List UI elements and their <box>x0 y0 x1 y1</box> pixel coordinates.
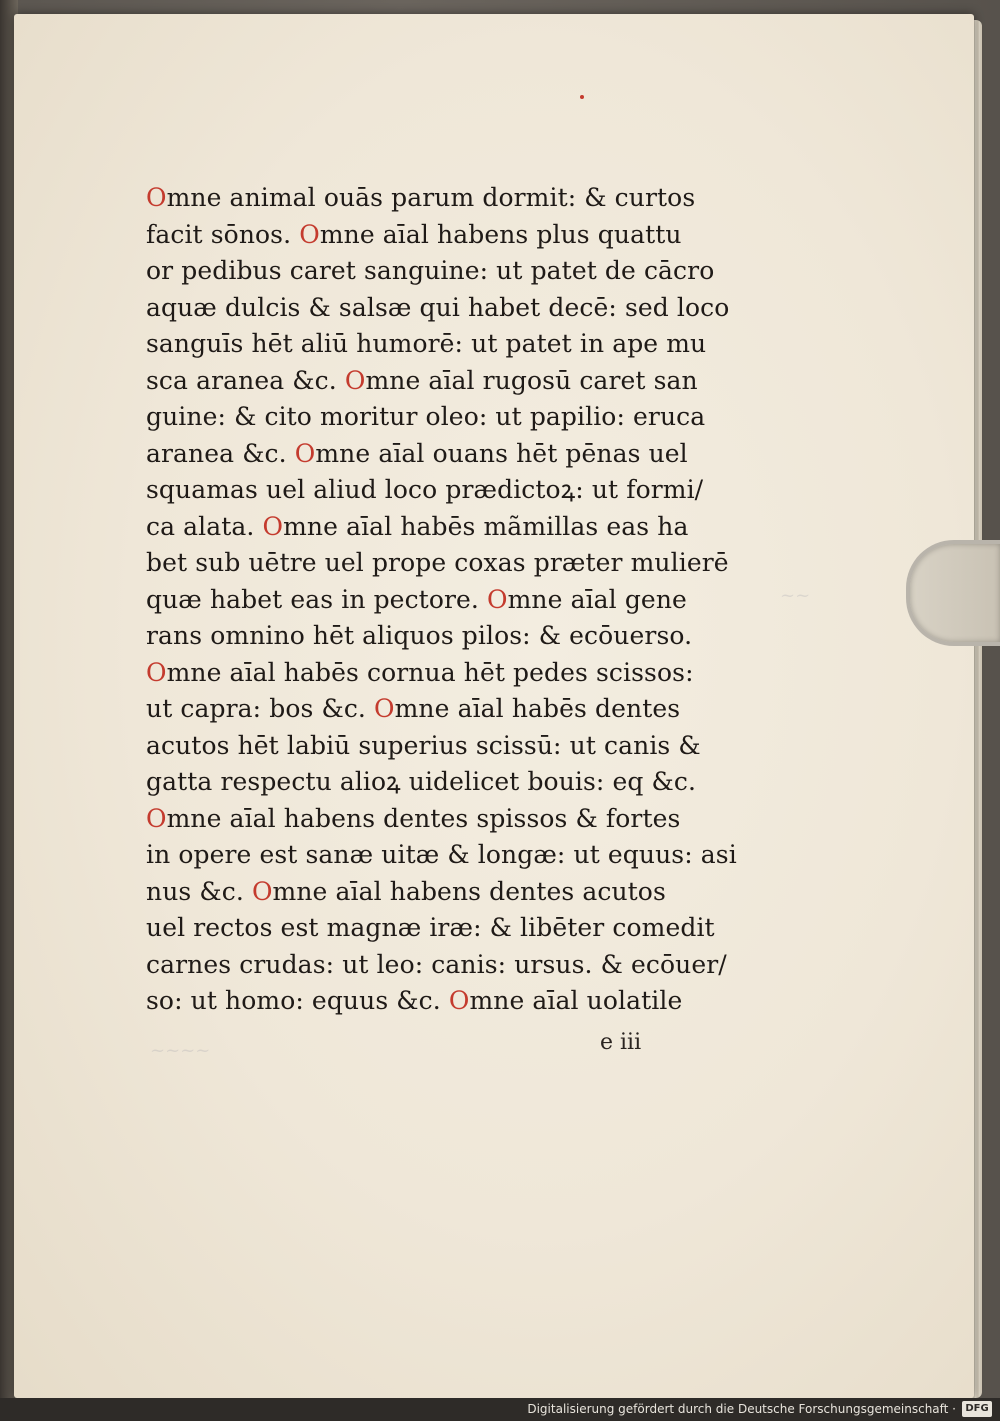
text-line: quæ habet eas in pectore. Omne aīal gene <box>146 584 687 614</box>
rubricated-initial: O <box>299 219 320 249</box>
rubricated-initial: O <box>262 511 284 541</box>
rubricated-initial: O <box>487 584 508 614</box>
text-line: Omne aīal habens dentes spissos & fortes <box>146 803 681 833</box>
rubricated-initial: O <box>146 183 167 212</box>
rubricated-initial: O <box>146 803 167 833</box>
text-line: rans omnino hēt aliquos pilos: & ecōuerso. <box>146 621 693 650</box>
rubricated-initial: O <box>251 876 273 906</box>
rubricated-initial: O <box>344 365 366 395</box>
text-line: gatta respectu alioꝝ uidelicet bouis: eq &c. <box>146 767 697 796</box>
footer-credit: Digitalisierung gefördert durch die Deutsche Forschungsgemeinschaft · <box>527 1402 956 1416</box>
rubricated-initial: O <box>294 438 316 468</box>
text-line: Omne animal ouās parum dormit: & curtos <box>146 183 696 212</box>
text-line: in opere est sanæ uitæ & longæ: ut equus: asi <box>146 840 737 869</box>
rubrication-dot <box>580 95 584 99</box>
text-line: carnes crudas: ut leo: canis: ursus. & ecōuer/ <box>146 949 727 979</box>
text-line: so: ut homo: equus &c. Omne aīal uolatile <box>146 986 683 1015</box>
text-line: aquæ dulcis & salsæ qui habet decē: sed loco <box>146 292 730 322</box>
dfg-logo: DFG <box>962 1401 992 1417</box>
rubricated-initial: O <box>146 657 167 687</box>
text-line: nus &c. Omne aīal habens dentes acutos <box>146 876 666 906</box>
rubricated-initial: O <box>374 694 395 723</box>
text-line: or pedibus caret sanguine: ut patet de cācro <box>146 256 715 285</box>
text-line: ca alata. Omne aīal habēs mãmillas eas ha <box>146 511 689 541</box>
text-line: guine: & cito moritur oleo: ut papilio: eruca <box>146 402 706 431</box>
text-line: Omne aīal habēs cornua hēt pedes scissos: <box>146 657 694 687</box>
text-line: aranea &c. Omne aīal ouans hēt pēnas uel <box>146 438 688 468</box>
show-through-mark: ~~~~ <box>150 1040 211 1061</box>
text-line: facit sōnos. Omne aīal habens plus quattu <box>146 219 682 249</box>
rubricated-initial: O <box>448 986 470 1015</box>
show-through-mark: ~~ <box>780 585 811 606</box>
signature-mark: e iii <box>600 1030 642 1055</box>
text-line: squamas uel aliud loco prædictoꝝ: ut formi/ <box>146 475 704 504</box>
text-line: sanguīs hēt aliū humorē: ut patet in ape mu <box>146 329 707 358</box>
text-line: sca aranea &c. Omne aīal rugosū caret san <box>146 365 698 395</box>
text-block <box>146 180 737 1020</box>
page-clip <box>906 540 1000 646</box>
footer-bar <box>0 1398 1000 1421</box>
text-line: ut capra: bos &c. Omne aīal habēs dentes <box>146 694 681 723</box>
text-line: uel rectos est magnæ iræ: & libēter comedit <box>146 913 715 942</box>
text-line: acutos hēt labiū superius scissū: ut canis & <box>146 730 701 760</box>
text-line: bet sub uētre uel prope coxas præter mulierē <box>146 548 729 577</box>
